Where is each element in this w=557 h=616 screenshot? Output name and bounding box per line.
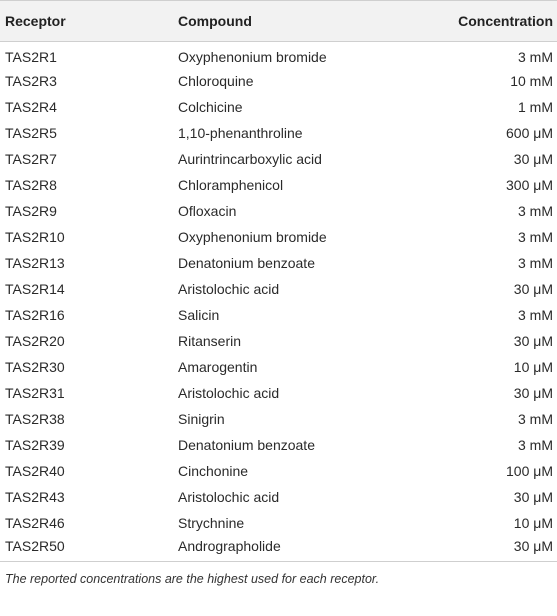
cell-compound: Aristolochic acid bbox=[178, 280, 280, 297]
header-concentration: Concentration bbox=[422, 1, 557, 42]
cell-receptor: TAS2R1 bbox=[5, 48, 57, 65]
cell-receptor: TAS2R38 bbox=[5, 410, 65, 427]
table-row bbox=[0, 172, 557, 198]
cell-receptor: TAS2R30 bbox=[5, 358, 65, 375]
table-row bbox=[0, 380, 557, 406]
table-row bbox=[0, 406, 557, 432]
cell-receptor: TAS2R10 bbox=[5, 228, 65, 245]
table-row bbox=[0, 484, 557, 510]
cell-compound: Cinchonine bbox=[178, 462, 249, 479]
header-receptor: Receptor bbox=[0, 1, 178, 42]
cell-receptor: TAS2R9 bbox=[5, 202, 57, 219]
cell-receptor: TAS2R13 bbox=[5, 254, 65, 271]
cell-compound: Denatonium benzoate bbox=[178, 254, 315, 271]
cell-concentration: 30 μM bbox=[513, 488, 553, 505]
cell-receptor: TAS2R14 bbox=[5, 280, 65, 297]
cell-compound: Aristolochic acid bbox=[178, 488, 280, 505]
table-row bbox=[0, 146, 557, 172]
table-row bbox=[0, 328, 557, 354]
cell-compound: Salicin bbox=[178, 306, 220, 323]
table-body bbox=[0, 42, 557, 562]
cell-receptor: TAS2R3 bbox=[5, 72, 57, 89]
table-row bbox=[0, 42, 557, 68]
cell-concentration: 30 μM bbox=[422, 536, 557, 562]
cell-compound: Oxyphenonium bromide bbox=[178, 48, 327, 65]
cell-receptor: TAS2R31 bbox=[5, 384, 65, 401]
table-row bbox=[0, 354, 557, 380]
cell-receptor: TAS2R50 bbox=[0, 536, 178, 562]
cell-concentration: 3 mM bbox=[518, 48, 553, 65]
cell-compound: Amarogentin bbox=[178, 358, 258, 375]
cell-concentration: 600 μM bbox=[506, 124, 553, 141]
cell-receptor: TAS2R7 bbox=[5, 150, 57, 167]
cell-compound: Chloroquine bbox=[178, 72, 254, 89]
table-row bbox=[0, 536, 557, 562]
cell-compound: Denatonium benzoate bbox=[178, 436, 315, 453]
cell-concentration: 3 mM bbox=[518, 410, 553, 427]
table-row bbox=[0, 276, 557, 302]
cell-concentration: 3 mM bbox=[518, 202, 553, 219]
cell-concentration: 300 μM bbox=[506, 176, 553, 193]
cell-compound: Andrographolide bbox=[178, 536, 422, 562]
cell-concentration: 10 μM bbox=[513, 358, 553, 375]
table-row bbox=[0, 458, 557, 484]
table-row bbox=[0, 68, 557, 94]
table-row bbox=[0, 250, 557, 276]
cell-receptor: TAS2R39 bbox=[5, 436, 65, 453]
cell-compound: Aurintrincarboxylic acid bbox=[178, 150, 322, 167]
cell-concentration: 30 μM bbox=[513, 280, 553, 297]
cell-receptor: TAS2R20 bbox=[5, 332, 65, 349]
cell-concentration: 30 μM bbox=[513, 384, 553, 401]
table-row bbox=[0, 302, 557, 328]
header-compound: Compound bbox=[178, 1, 422, 42]
cell-concentration: 30 μM bbox=[513, 332, 553, 349]
cell-receptor: TAS2R40 bbox=[5, 462, 65, 479]
cell-receptor: TAS2R46 bbox=[5, 514, 65, 531]
cell-concentration: 3 mM bbox=[518, 306, 553, 323]
cell-concentration: 3 mM bbox=[518, 436, 553, 453]
header-row bbox=[0, 1, 557, 42]
cell-concentration: 100 μM bbox=[506, 462, 553, 479]
cell-concentration: 30 μM bbox=[513, 150, 553, 167]
cell-concentration: 10 mM bbox=[510, 72, 553, 89]
cell-receptor: TAS2R16 bbox=[5, 306, 65, 323]
cell-compound: Strychnine bbox=[178, 514, 245, 531]
cell-compound: Ofloxacin bbox=[178, 202, 237, 219]
cell-compound: Chloramphenicol bbox=[178, 176, 284, 193]
table-row bbox=[0, 198, 557, 224]
cell-compound: Oxyphenonium bromide bbox=[178, 228, 327, 245]
cell-concentration: 3 mM bbox=[518, 254, 553, 271]
table-row bbox=[0, 224, 557, 250]
cell-receptor: TAS2R8 bbox=[5, 176, 57, 193]
cell-compound: Aristolochic acid bbox=[178, 384, 280, 401]
cell-receptor: TAS2R4 bbox=[5, 98, 57, 115]
table-row bbox=[0, 510, 557, 536]
cell-concentration: 3 mM bbox=[518, 228, 553, 245]
cell-compound: Sinigrin bbox=[178, 410, 225, 427]
cell-concentration: 1 mM bbox=[518, 98, 553, 115]
cell-compound: Colchicine bbox=[178, 98, 243, 115]
cell-receptor: TAS2R43 bbox=[5, 488, 65, 505]
cell-compound: Ritanserin bbox=[178, 332, 242, 349]
table-footnote: The reported concentrations are the highest used for each receptor. bbox=[5, 572, 380, 586]
table-header bbox=[0, 1, 557, 42]
cell-compound: 1,10-phenanthroline bbox=[178, 124, 303, 141]
table-row bbox=[0, 120, 557, 146]
cell-receptor: TAS2R5 bbox=[5, 124, 57, 141]
table-row bbox=[0, 432, 557, 458]
cell-concentration: 10 μM bbox=[513, 514, 553, 531]
table-row bbox=[0, 94, 557, 120]
